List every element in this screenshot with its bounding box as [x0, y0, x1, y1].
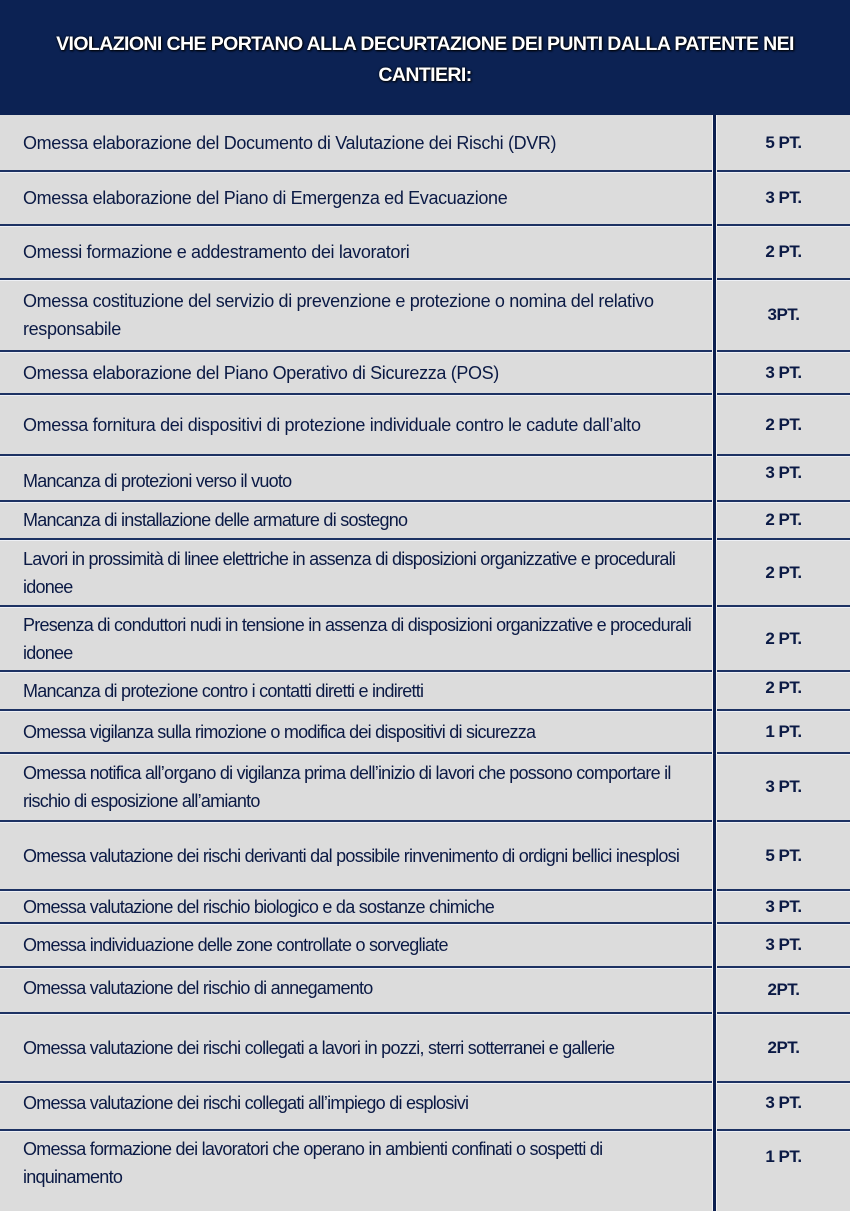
table-row: [0, 966, 850, 1012]
points-cell: 3 PT.: [765, 188, 802, 207]
violation-cell: Omessa elaborazione del Piano di Emergenza ed Evacuazione: [23, 188, 508, 208]
violation-cell: Omessa costituzione del servizio di prevenzione e protezione o nomina del relativo responsabile: [23, 291, 654, 339]
table-row: [0, 500, 850, 538]
points-cell: 5 PT.: [765, 845, 802, 865]
violation-cell: Omessa elaborazione del Piano Operativo di Sicurezza (POS): [23, 362, 499, 383]
table-row: [0, 224, 850, 278]
violation-cell: Lavori in prossimità di linee elettriche in assenza di disposizioni organizzative e procedurali idonee: [23, 548, 676, 597]
table-row: [0, 670, 850, 709]
violation-cell: Mancanza di protezione contro i contatti diretti e indiretti: [23, 680, 424, 701]
points-cell: 3 PT.: [765, 362, 802, 382]
points-cell: 5 PT.: [765, 132, 802, 152]
table-row: [0, 538, 850, 605]
table-row: [0, 709, 850, 752]
points-cell: 2 PT.: [765, 677, 802, 697]
table-title: VIOLAZIONI CHE PORTANO ALLA DECURTAZIONE DEI PUNTI DALLA PATENTE NEI CANTIERI:: [56, 32, 794, 86]
points-cell: 3 PT.: [765, 1093, 802, 1112]
violation-cell: Omessa elaborazione del Documento di Valutazione dei Rischi (DVR): [23, 132, 557, 153]
points-cell: 2 PT.: [765, 562, 802, 582]
table-row: [0, 922, 850, 966]
violation-cell: Omessa vigilanza sulla rimozione o modifica dei dispositivi di sicurezza: [23, 721, 536, 742]
points-cell: 2 PT.: [765, 242, 802, 261]
violation-cell: Omessa valutazione dei rischi collegati a lavori in pozzi, sterri sotterranei e gallerie: [23, 1037, 615, 1058]
points-cell: 3 PT.: [765, 777, 802, 796]
violation-cell: Omessi formazione e addestramento dei lavoratori: [23, 242, 410, 262]
table-row: [0, 170, 850, 224]
violation-cell: Presenza di conduttori nudi in tensione in assenza di disposizioni organizzative e procedurali idonee: [23, 614, 691, 663]
table-row: [0, 752, 850, 820]
points-cell: 2PT.: [767, 1037, 800, 1057]
violation-cell: Omessa individuazione delle zone controllate o sorvegliate: [23, 935, 448, 955]
points-cell: 2PT.: [767, 980, 800, 999]
points-cell: 3 PT.: [765, 896, 802, 916]
points-cell: 2 PT.: [765, 414, 802, 434]
violation-cell: Omessa fornitura dei dispositivi di protezione individuale contro le cadute dall’alto: [23, 414, 641, 435]
violation-cell: Mancanza di protezioni verso il vuoto: [23, 471, 292, 491]
table-row: [0, 115, 850, 170]
violation-cell: Omessa valutazione del rischio di annegamento: [23, 978, 373, 998]
points-cell: 3 PT.: [765, 463, 802, 482]
violation-cell: Omessa valutazione del rischio biologico e da sostanze chimiche: [23, 896, 495, 917]
violation-cell: Omessa valutazione dei rischi collegati all’impiego di esplosivi: [23, 1093, 469, 1113]
points-cell: 2 PT.: [765, 628, 802, 648]
violation-cell: Omessa formazione dei lavoratori che operano in ambienti confinati o sospetti di inquinamento: [23, 1139, 603, 1187]
points-cell: 2 PT.: [765, 510, 802, 529]
table-row: [0, 278, 850, 350]
table-row: [0, 605, 850, 670]
table-row: [0, 1012, 850, 1081]
points-cell: 1 PT.: [765, 721, 802, 741]
points-cell: 3 PT.: [765, 935, 802, 954]
violation-cell: Omessa notifica all’organo di vigilanza prima dell’inizio di lavori che possono comportare il rischio di esposizione all’amianto: [23, 763, 671, 811]
violation-cell: Omessa valutazione dei rischi derivanti dal possibile rinvenimento di ordigni bellici inesplosi: [23, 845, 680, 866]
violations-table: [0, 115, 850, 1211]
points-cell: 1 PT.: [765, 1147, 802, 1166]
table-row: [0, 1129, 850, 1211]
table-header: [0, 0, 850, 115]
table-row: [0, 820, 850, 889]
table-row: [0, 393, 850, 454]
table-row: [0, 1081, 850, 1129]
table-row: [0, 889, 850, 922]
violation-cell: Mancanza di installazione delle armature di sostegno: [23, 510, 408, 530]
table-row: [0, 350, 850, 393]
points-cell: 3PT.: [767, 305, 800, 324]
column-divider: [713, 115, 716, 1211]
table-row: [0, 454, 850, 500]
